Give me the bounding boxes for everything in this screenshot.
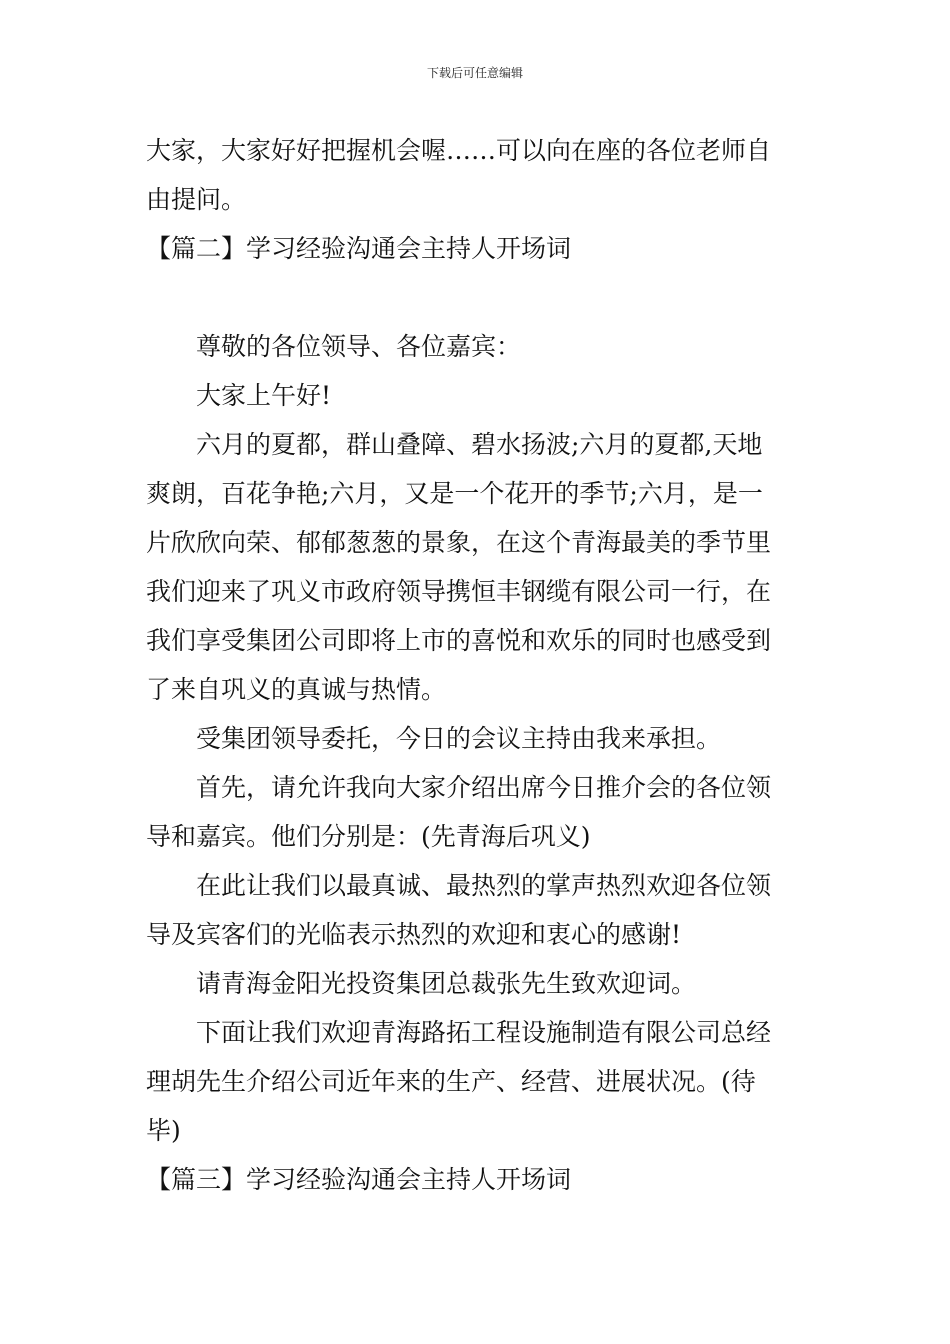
document-body	[146, 126, 810, 1204]
section-heading: 【篇三】学习经验沟通会主持人开场词	[146, 1165, 572, 1194]
paragraph-line: 首先，请允许我向大家介绍出席今日推介会的各位领	[196, 773, 772, 802]
blank-line	[146, 273, 810, 322]
section-heading: 【篇二】学习经验沟通会主持人开场词	[146, 234, 572, 263]
paragraph-line: 在此让我们以最真诚、最热烈的掌声热烈欢迎各位领	[196, 871, 772, 900]
paragraph-line: 我们享受集团公司即将上市的喜悦和欢乐的同时也感受到	[146, 626, 772, 655]
paragraph-line: 导及宾客们的光临表示热烈的欢迎和衷心的感谢!	[146, 920, 682, 949]
paragraph-line: 片欣欣向荣、郁郁葱葱的景象，在这个青海最美的季节里	[146, 528, 772, 557]
paragraph-line: 受集团领导委托，今日的会议主持由我来承担。	[196, 724, 722, 753]
paragraph-line: 请青海金阳光投资集团总裁张先生致欢迎词。	[196, 969, 697, 998]
greeting: 大家上午好!	[196, 381, 332, 410]
paragraph-line: 毕)	[146, 1116, 181, 1145]
paragraph-line: 了来自巩义的真诚与热情。	[146, 675, 447, 704]
salutation: 尊敬的各位领导、各位嘉宾：	[196, 332, 522, 361]
paragraph-line: 我们迎来了巩义市政府领导携恒丰钢缆有限公司一行，在	[146, 577, 772, 606]
paragraph-line: 导和嘉宾。他们分别是：(先青海后巩义)	[146, 822, 591, 851]
paragraph-line: 理胡先生介绍公司近年来的生产、经营、进展状况。(待	[146, 1067, 756, 1096]
paragraph-line: 六月的夏都，群山叠障、碧水扬波;六月的夏都,天地	[196, 430, 763, 459]
paragraph-line: 下面让我们欢迎青海路拓工程设施制造有限公司总经	[196, 1018, 772, 1047]
paragraph-line: 大家，大家好好把握机会喔……可以向在座的各位老师自	[146, 136, 772, 165]
paragraph-line: 由提问。	[146, 185, 247, 214]
paragraph-line: 爽朗，百花争艳;六月，又是一个花开的季节;六月，是一	[146, 479, 763, 508]
page-header-note: 下载后可任意编辑	[426, 66, 523, 80]
